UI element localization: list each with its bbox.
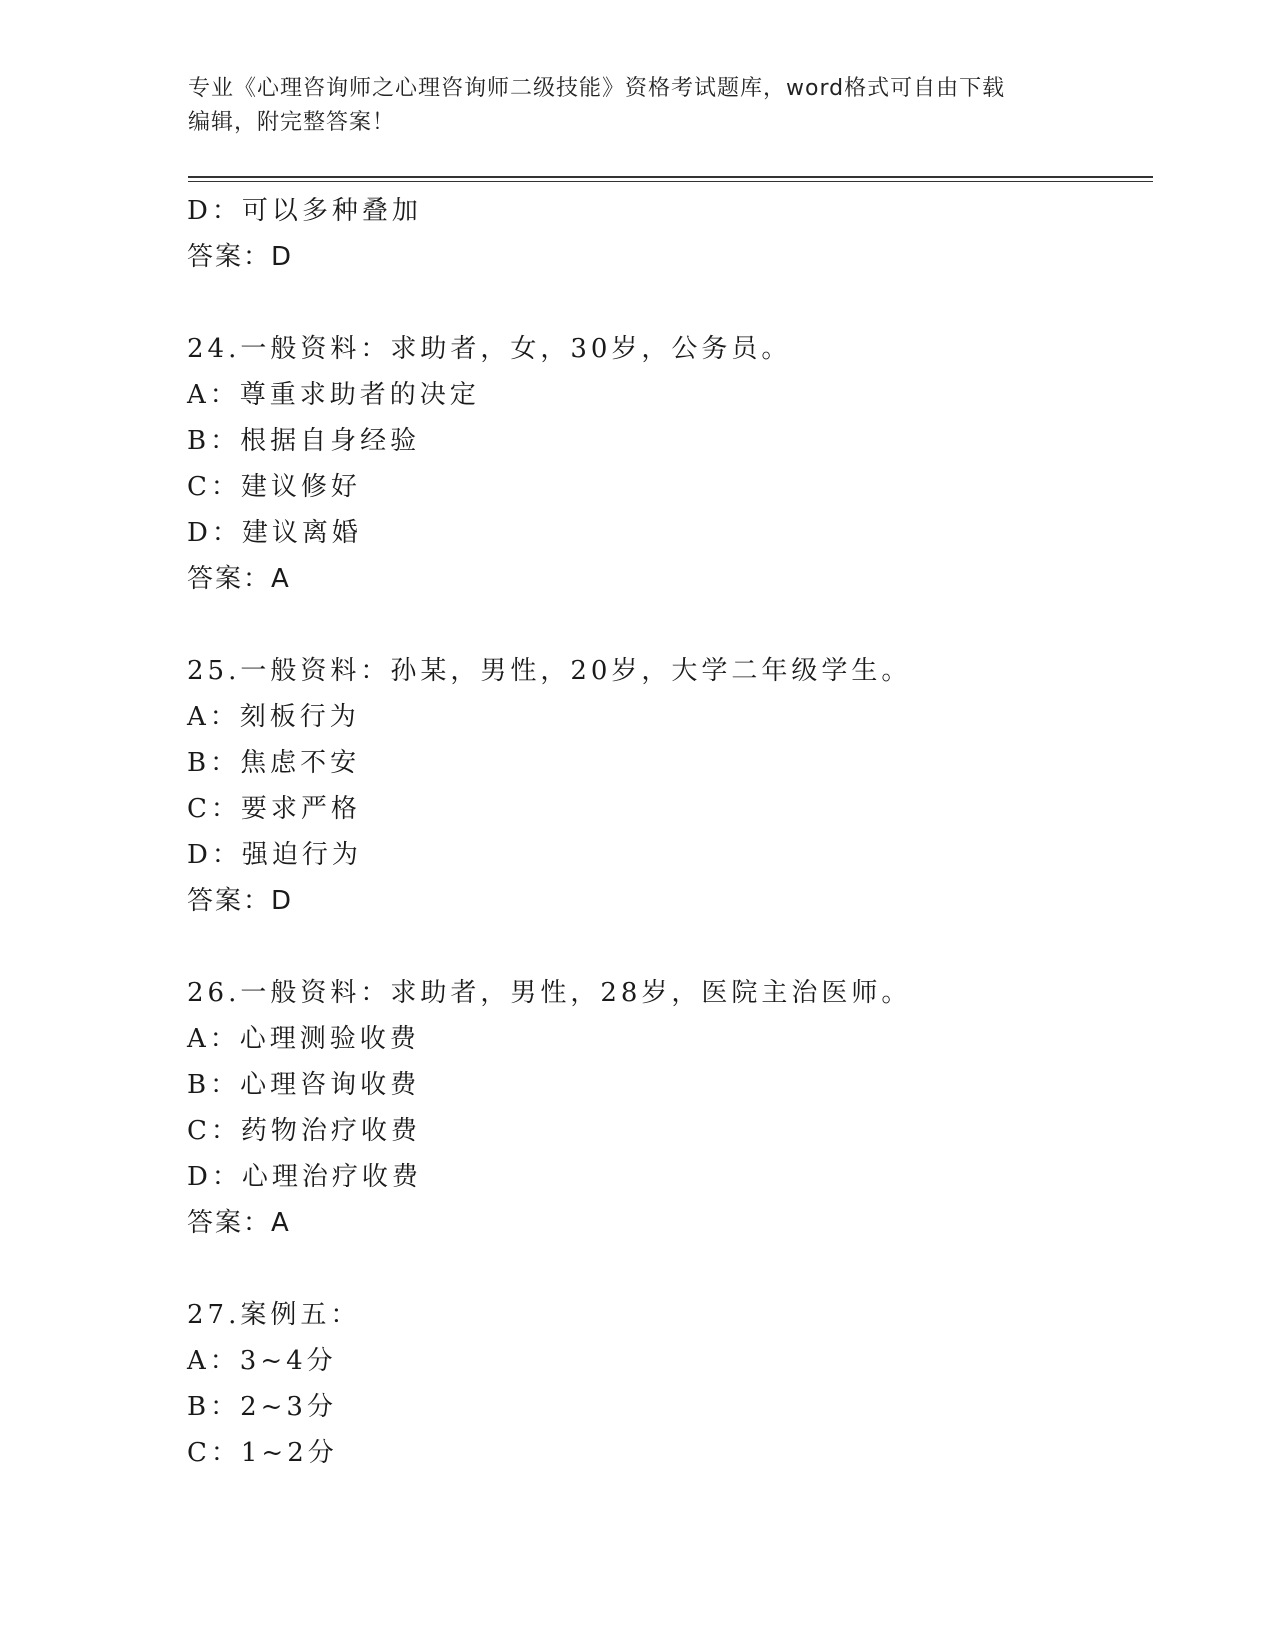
header-rule-thick [188, 176, 1153, 178]
header-rule-thin [188, 181, 1153, 182]
answer-line: 答案：A [187, 564, 291, 594]
option-c: C：建议修好 [187, 472, 361, 502]
option-c: C：1~2分 [187, 1438, 338, 1468]
answer-line: 答案：A [187, 1208, 291, 1238]
question-24 [187, 326, 1147, 602]
question-stem: 27.案例五： [187, 1300, 361, 1330]
option-a: A：刻板行为 [187, 702, 360, 732]
option-d: D：心理治疗收费 [187, 1162, 422, 1192]
question-stem: 24.一般资料：求助者，女，30岁，公务员。 [187, 334, 792, 364]
option-d: D：强迫行为 [187, 840, 362, 870]
answer-line: 答案：D [187, 886, 294, 916]
option-a: A：3~4分 [187, 1346, 337, 1376]
option-c: C：要求严格 [187, 794, 361, 824]
option-a: A：尊重求助者的决定 [187, 380, 480, 410]
question-26 [187, 970, 1147, 1246]
question-27 [187, 1292, 1147, 1476]
option-b: B：焦虑不安 [187, 748, 361, 778]
document-header [188, 72, 1088, 140]
question-stem: 26.一般资料：求助者，男性，28岁，医院主治医师。 [187, 978, 912, 1008]
header-line-1: 专业《心理咨询师之心理咨询师二级技能》资格考试题库，word格式可自由下载 [188, 76, 1006, 101]
question-25 [187, 648, 1147, 924]
option-d: D：建议离婚 [187, 518, 362, 548]
header-line-2: 编辑，附完整答案！ [188, 110, 396, 135]
option-d: D：可以多种叠加 [187, 196, 422, 226]
option-a: A：心理测验收费 [187, 1024, 420, 1054]
answer-line: 答案：D [187, 242, 294, 272]
option-c: C：药物治疗收费 [187, 1116, 421, 1146]
option-b: B：2~3分 [187, 1392, 337, 1422]
option-b: B：根据自身经验 [187, 426, 421, 456]
option-b: B：心理咨询收费 [187, 1070, 421, 1100]
question-stem: 25.一般资料：孙某，男性，20岁，大学二年级学生。 [187, 656, 912, 686]
question-content [187, 188, 1147, 1476]
